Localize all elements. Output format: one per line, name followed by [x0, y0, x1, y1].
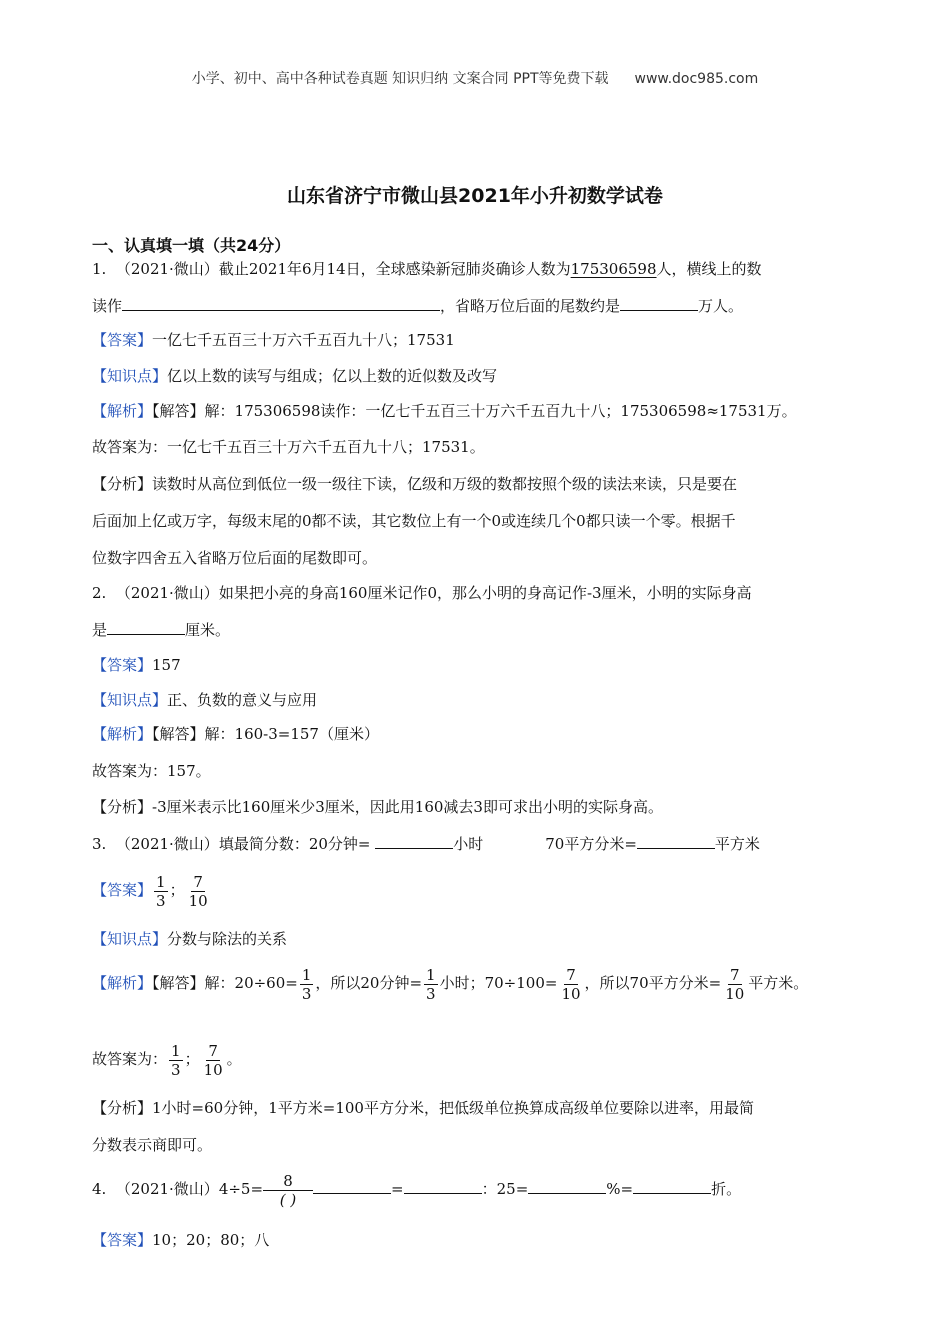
fraction: $\frac{7}{10}$: [203, 1041, 223, 1079]
q3-comment-1: 【分析】1小时=60分钟，1平方米=100平方分米，把低级单位换算成高级单位要除以进率，用最简: [92, 1099, 754, 1117]
q1-answer: 【答案】一亿七千五百三十万六千五百九十八；17531: [92, 331, 455, 349]
fraction: $\frac{7}{10}$: [561, 965, 581, 1003]
q1-result: 故答案为：一亿七千五百三十万六千五百九十八；17531。: [92, 438, 485, 456]
q2-line1: 2. （2021·微山）如果把小亮的身高160厘米记作0，那么小明的身高记作-3厘米，小明的实际身高: [92, 584, 752, 602]
q3-solution: 【解析】【解答】解：20÷60= $\frac{1}{3}$ ，所以20分钟= $\frac{1}{3}$ 小时；70÷100= $\frac{7}{10}$ ，所以70平方分米= $\frac{7}{10}$ 平方米。: [92, 965, 809, 1003]
header-text: 小学、初中、高中各种试卷真题 知识归纳 文案合同 PPT等免费下载: [191, 71, 609, 87]
fraction: $\frac{7}{10}$: [188, 872, 208, 910]
q3-comment-2: 分数表示商即可。: [92, 1136, 213, 1154]
q3-knowledge: 【知识点】分数与除法的关系: [92, 930, 288, 948]
q2-solution: 【解析】【解答】解：160-3=157（厘米）: [92, 725, 379, 743]
q2-line2: 是 厘米。: [92, 621, 231, 639]
q4-answer: 【答案】10；20；80；八: [92, 1231, 270, 1249]
fraction: $\frac{8}{( )}$: [265, 1172, 311, 1209]
q3-blank-hours[interactable]: [375, 833, 453, 849]
q2-blank-height[interactable]: [107, 619, 185, 635]
q4-blank-2[interactable]: [404, 1178, 482, 1194]
q2-answer: 【答案】157: [92, 656, 181, 674]
section-heading: 一、认真填一填（共24分）: [92, 236, 291, 255]
q3-blank-sqm[interactable]: [637, 833, 715, 849]
q1-knowledge: 【知识点】亿以上数的读写与组成；亿以上数的近似数及改写: [92, 367, 498, 385]
q1-comment-2: 后面加上亿或万字，每级末尾的0都不读，其它数位上有一个0或连续几个0都只读一个零。根据千: [92, 512, 736, 530]
page-header: [0, 68, 950, 88]
header-site-link[interactable]: www.doc985.com: [634, 71, 759, 87]
fraction: $\frac{1}{3}$: [156, 872, 166, 910]
fraction: $\frac{1}{3}$: [426, 965, 436, 1003]
q2-result: 故答案为：157。: [92, 762, 211, 780]
q4-blank-4[interactable]: [633, 1178, 711, 1194]
page-title: 山东省济宁市微山县2021年小升初数学试卷: [287, 185, 663, 207]
q1-comment-1: 【分析】读数时从高位到低位一级一级往下读，亿级和万级的数都按照个级的读法来读，只是要在: [92, 475, 738, 493]
q2-knowledge: 【知识点】正、负数的意义与应用: [92, 691, 318, 709]
fraction: $\frac{1}{3}$: [171, 1041, 181, 1079]
q1-blank-approx[interactable]: [620, 295, 698, 311]
fraction: $\frac{1}{3}$: [301, 965, 312, 1003]
q1-underlined-number: 175306598: [570, 260, 657, 278]
fraction: $\frac{7}{10}$: [725, 965, 745, 1003]
q3-answer: 【答案】 $\frac{1}{3}$ ； $\frac{7}{10}$: [92, 872, 208, 910]
q1-line2: 读作 ，省略万位后面的尾数约是 万人。: [92, 297, 744, 315]
q2-comment: 【分析】-3厘米表示比160厘米少3厘米，因此用160减去3即可求出小明的实际身高。: [92, 798, 663, 816]
q1-solution: 【解析】【解答】解：175306598读作：一亿七千五百三十万六千五百九十八；175306598≈17531万。: [92, 402, 797, 420]
q4-blank-1[interactable]: [313, 1178, 391, 1194]
q3-line1: 3. （2021·微山）填最简分数：20分钟= 小时 70平方分米= 平方米: [92, 835, 760, 853]
q1-line1: 1. （2021·微山）截止2021年6月14日，全球感染新冠肺炎确诊人数为175306598人，横线上的数: [92, 260, 762, 278]
q1-comment-3: 位数字四舍五入省略万位后面的尾数即可。: [92, 549, 378, 567]
q3-result: 故答案为： $\frac{1}{3}$ ； $\frac{7}{10}$ 。: [92, 1041, 242, 1079]
q4-blank-3[interactable]: [528, 1178, 606, 1194]
q1-blank-reading[interactable]: [122, 295, 440, 311]
q4-line1: 4. （2021·微山）4÷5= $\frac{8}{( )}$ = ：25= %= 折。: [92, 1171, 742, 1209]
